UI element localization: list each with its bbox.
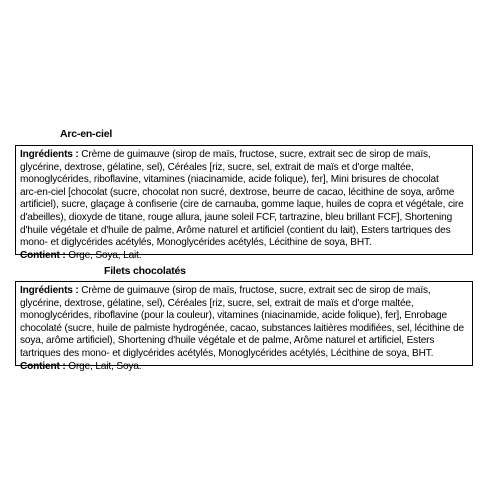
contains-label: Contient : (20, 360, 66, 372)
contains-text: Orge, Lait, Soya. (65, 360, 142, 372)
ingredients-line: artificiel), sucre, glaçage à confiserie (cire de carnauba, gomme laque, huiles de copra et végétale, cire (20, 199, 464, 211)
ingredients-line: tartriques des mono- et diglycérides acétylés, Monoglycérides acétylés, Lécithine de soya, BHT. (20, 347, 434, 359)
ingredients-line: monoglycérides, riboflavine (pour la couleur), vitamines (niacinamide, acide folique), fer], Enrobage (20, 310, 447, 322)
ingredients-box-filets-chocolates (15, 281, 473, 372)
contains-text: Orge, Soya, Lait. (65, 249, 142, 261)
ingredients-line: arc-en-ciel [chocolat (sucre, chocolat non sucré, dextrose, beurre de cacao, lécithine de soya, arôme (20, 186, 455, 198)
ingredients-line: monoglycérides, riboflavine, vitamines (niacinamide, acide folique), fer], Mini brisures de chocolat (20, 174, 439, 186)
contains-line (20, 250, 468, 263)
section-title-filets-chocolates: Filets chocolatés (104, 265, 186, 277)
ingredients-line: chocolaté (sucre, huile de palmiste hydrogénée, cacao, substances laitières modifiées, sel, lécithine de (20, 322, 464, 334)
contains-line (20, 361, 468, 374)
ingredients-line: mono- et diglycérides acétylés, Monoglycérides acétylés, Lécithine de soya, BHT. (20, 237, 372, 249)
ingredients-label: Ingrédients : (20, 285, 79, 296)
ingredients-box-arc-en-ciel (15, 145, 473, 261)
ingredients-text: Crème de guimauve (sirop de maïs, fructose, sucre, extrait sec de sirop de maïs, (78, 285, 431, 296)
ingredients-line: glycérine, dextrose, gélatine, sel), Céréales [riz, sucre, sel, extrait de maïs et d'orge maltée, (20, 161, 414, 173)
contains-label: Contient : (20, 249, 66, 261)
ingredients-line: d'huile végétale et d'huile de palme, Arôme naturel et artificiel (contient du lait), Esters tartriques des (20, 224, 451, 236)
ingredients-text: Crème de guimauve (sirop de maïs, fructose, sucre, extrait sec de sirop de maïs, (78, 149, 431, 160)
ingredients-line: soya, arôme artificiel), Shortening d'huile végétale et de palme, Arôme naturel et artificiel, Esters (20, 335, 435, 347)
section-title-arc-en-ciel: Arc-en-ciel (60, 128, 113, 140)
ingredients-line: d'abeilles), dioxyde de titane, rouge allura, jaune soleil FCF, tartrazine, bleu brillant FCF], Shortening (20, 211, 453, 223)
ingredients-label: Ingrédients : (20, 149, 79, 160)
ingredients-line: glycérine, dextrose, gélatine, sel), Céréales [riz, sucre, sel, extrait de maïs et d'orge maltée, (20, 297, 414, 309)
ingredients-line (20, 149, 468, 162)
ingredients-line (20, 285, 468, 298)
